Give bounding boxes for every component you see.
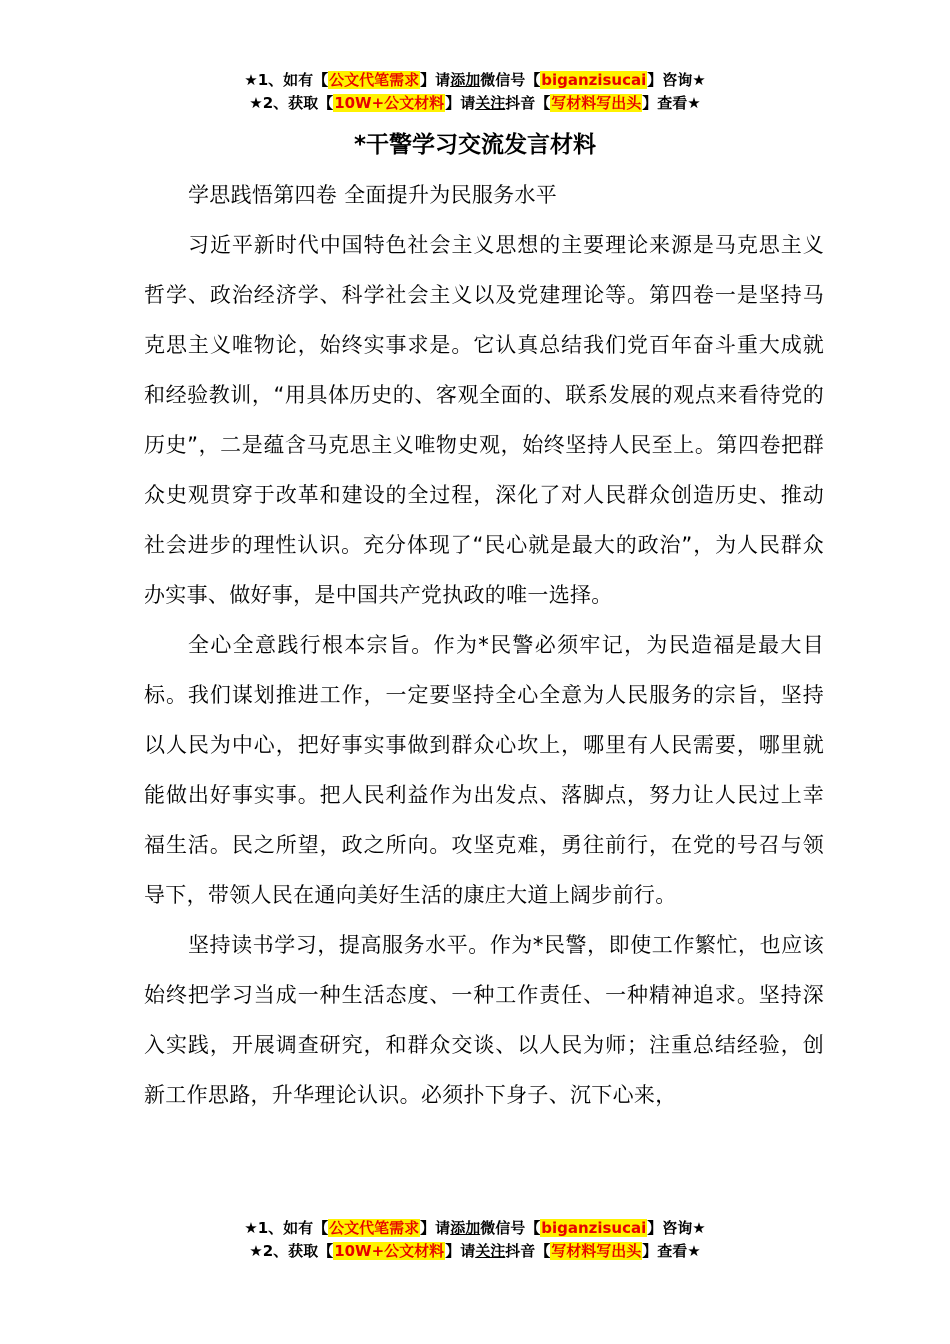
document-title: *干警学习交流发言材料: [353, 132, 597, 158]
banner-line-1: [0, 69, 950, 92]
banner-text: ★1、如有【: [244, 71, 329, 89]
banner-text: 】请: [445, 94, 476, 112]
banner-text: 】咨询★: [647, 71, 706, 89]
banner-text: ★1、如有【: [244, 1219, 329, 1237]
document-body: [144, 170, 824, 1120]
banner-text: 】请: [420, 1219, 451, 1237]
body-paragraph: 全心全意践行根本宗旨。作为*民警必须牢记，为民造福是最大目标。我们谋划推进工作，一定要坚持全心全意为人民服务的宗旨，坚持以人民为中心，把好事实事做到群众心坎上，哪里有人民需要，哪里就能做出好事实事。把人民利益作为出发点、落脚点，努力让人民过上幸福生活。民之所望，政之所向。攻坚克难，勇往前行，在党的号召与领导下，带领人民在通向美好生活的康庄大道上阔步前行。: [144, 633, 824, 907]
body-paragraph: 习近平新时代中国特色社会主义思想的主要理论来源是马克思主义哲学、政治经济学、科学社会主义以及党建理论等。第四卷一是坚持马克思主义唯物论，始终实事求是。它认真总结我们党百年奋斗重大成就和经验教训，“用具体历史的、客观全面的、联系发展的观点来看待党的历史”，二是蕴含马克思主义唯物史观，始终坚持人民至上。第四卷把群众史观贯穿于改革和建设的全过程，深化了对人民群众创造历史、推动社会进步的理性认识。充分体现了“民心就是最大的政治”，为人民群众办实事、做好事，是中国共产党执政的唯一选择。: [144, 233, 824, 607]
banner-text: 】查看★: [642, 94, 701, 112]
body-paragraph: 坚持读书学习，提高服务水平。作为*民警，即使工作繁忙，也应该始终把学习当成一种生活态度、一种工作责任、一种精神追求。坚持深入实践，开展调查研究，和群众交谈、以人民为师；注重总结经验，创新工作思路，升华理论认识。必须扑下身子、沉下心来，: [144, 933, 824, 1107]
banner-wechat-id: biganzisucai: [541, 71, 647, 89]
banner-line-2: [0, 1240, 950, 1263]
banner-underline: 关注: [475, 94, 506, 112]
banner-text: 】查看★: [642, 1242, 701, 1260]
banner-text: 微信号【: [480, 71, 541, 89]
banner-underline: 添加: [450, 1219, 481, 1237]
banner-highlight: 10W+公文材料: [334, 1242, 445, 1260]
banner-douyin-id: 写材料写出头: [551, 94, 642, 112]
banner-line-2: [0, 92, 950, 115]
footer-banner: [0, 1217, 950, 1263]
banner-text: 】咨询★: [647, 1219, 706, 1237]
banner-line-1: [0, 1217, 950, 1240]
banner-wechat-id: biganzisucai: [541, 1219, 647, 1237]
banner-text: 】请: [420, 71, 451, 89]
banner-highlight: 10W+公文材料: [334, 94, 445, 112]
banner-underline: 关注: [475, 1242, 506, 1260]
banner-text: ★2、获取【: [249, 94, 334, 112]
banner-text: 抖音【: [505, 94, 551, 112]
banner-douyin-id: 写材料写出头: [551, 1242, 642, 1260]
subtitle-paragraph: 学思践悟第四卷 全面提升为民服务水平: [188, 183, 558, 207]
header-banner: [0, 69, 950, 115]
banner-highlight: 公文代笔需求: [329, 71, 420, 89]
banner-text: ★2、获取【: [249, 1242, 334, 1260]
banner-underline: 添加: [450, 71, 481, 89]
banner-text: 抖音【: [505, 1242, 551, 1260]
banner-text: 】请: [445, 1242, 476, 1260]
banner-highlight: 公文代笔需求: [329, 1219, 420, 1237]
banner-text: 微信号【: [480, 1219, 541, 1237]
